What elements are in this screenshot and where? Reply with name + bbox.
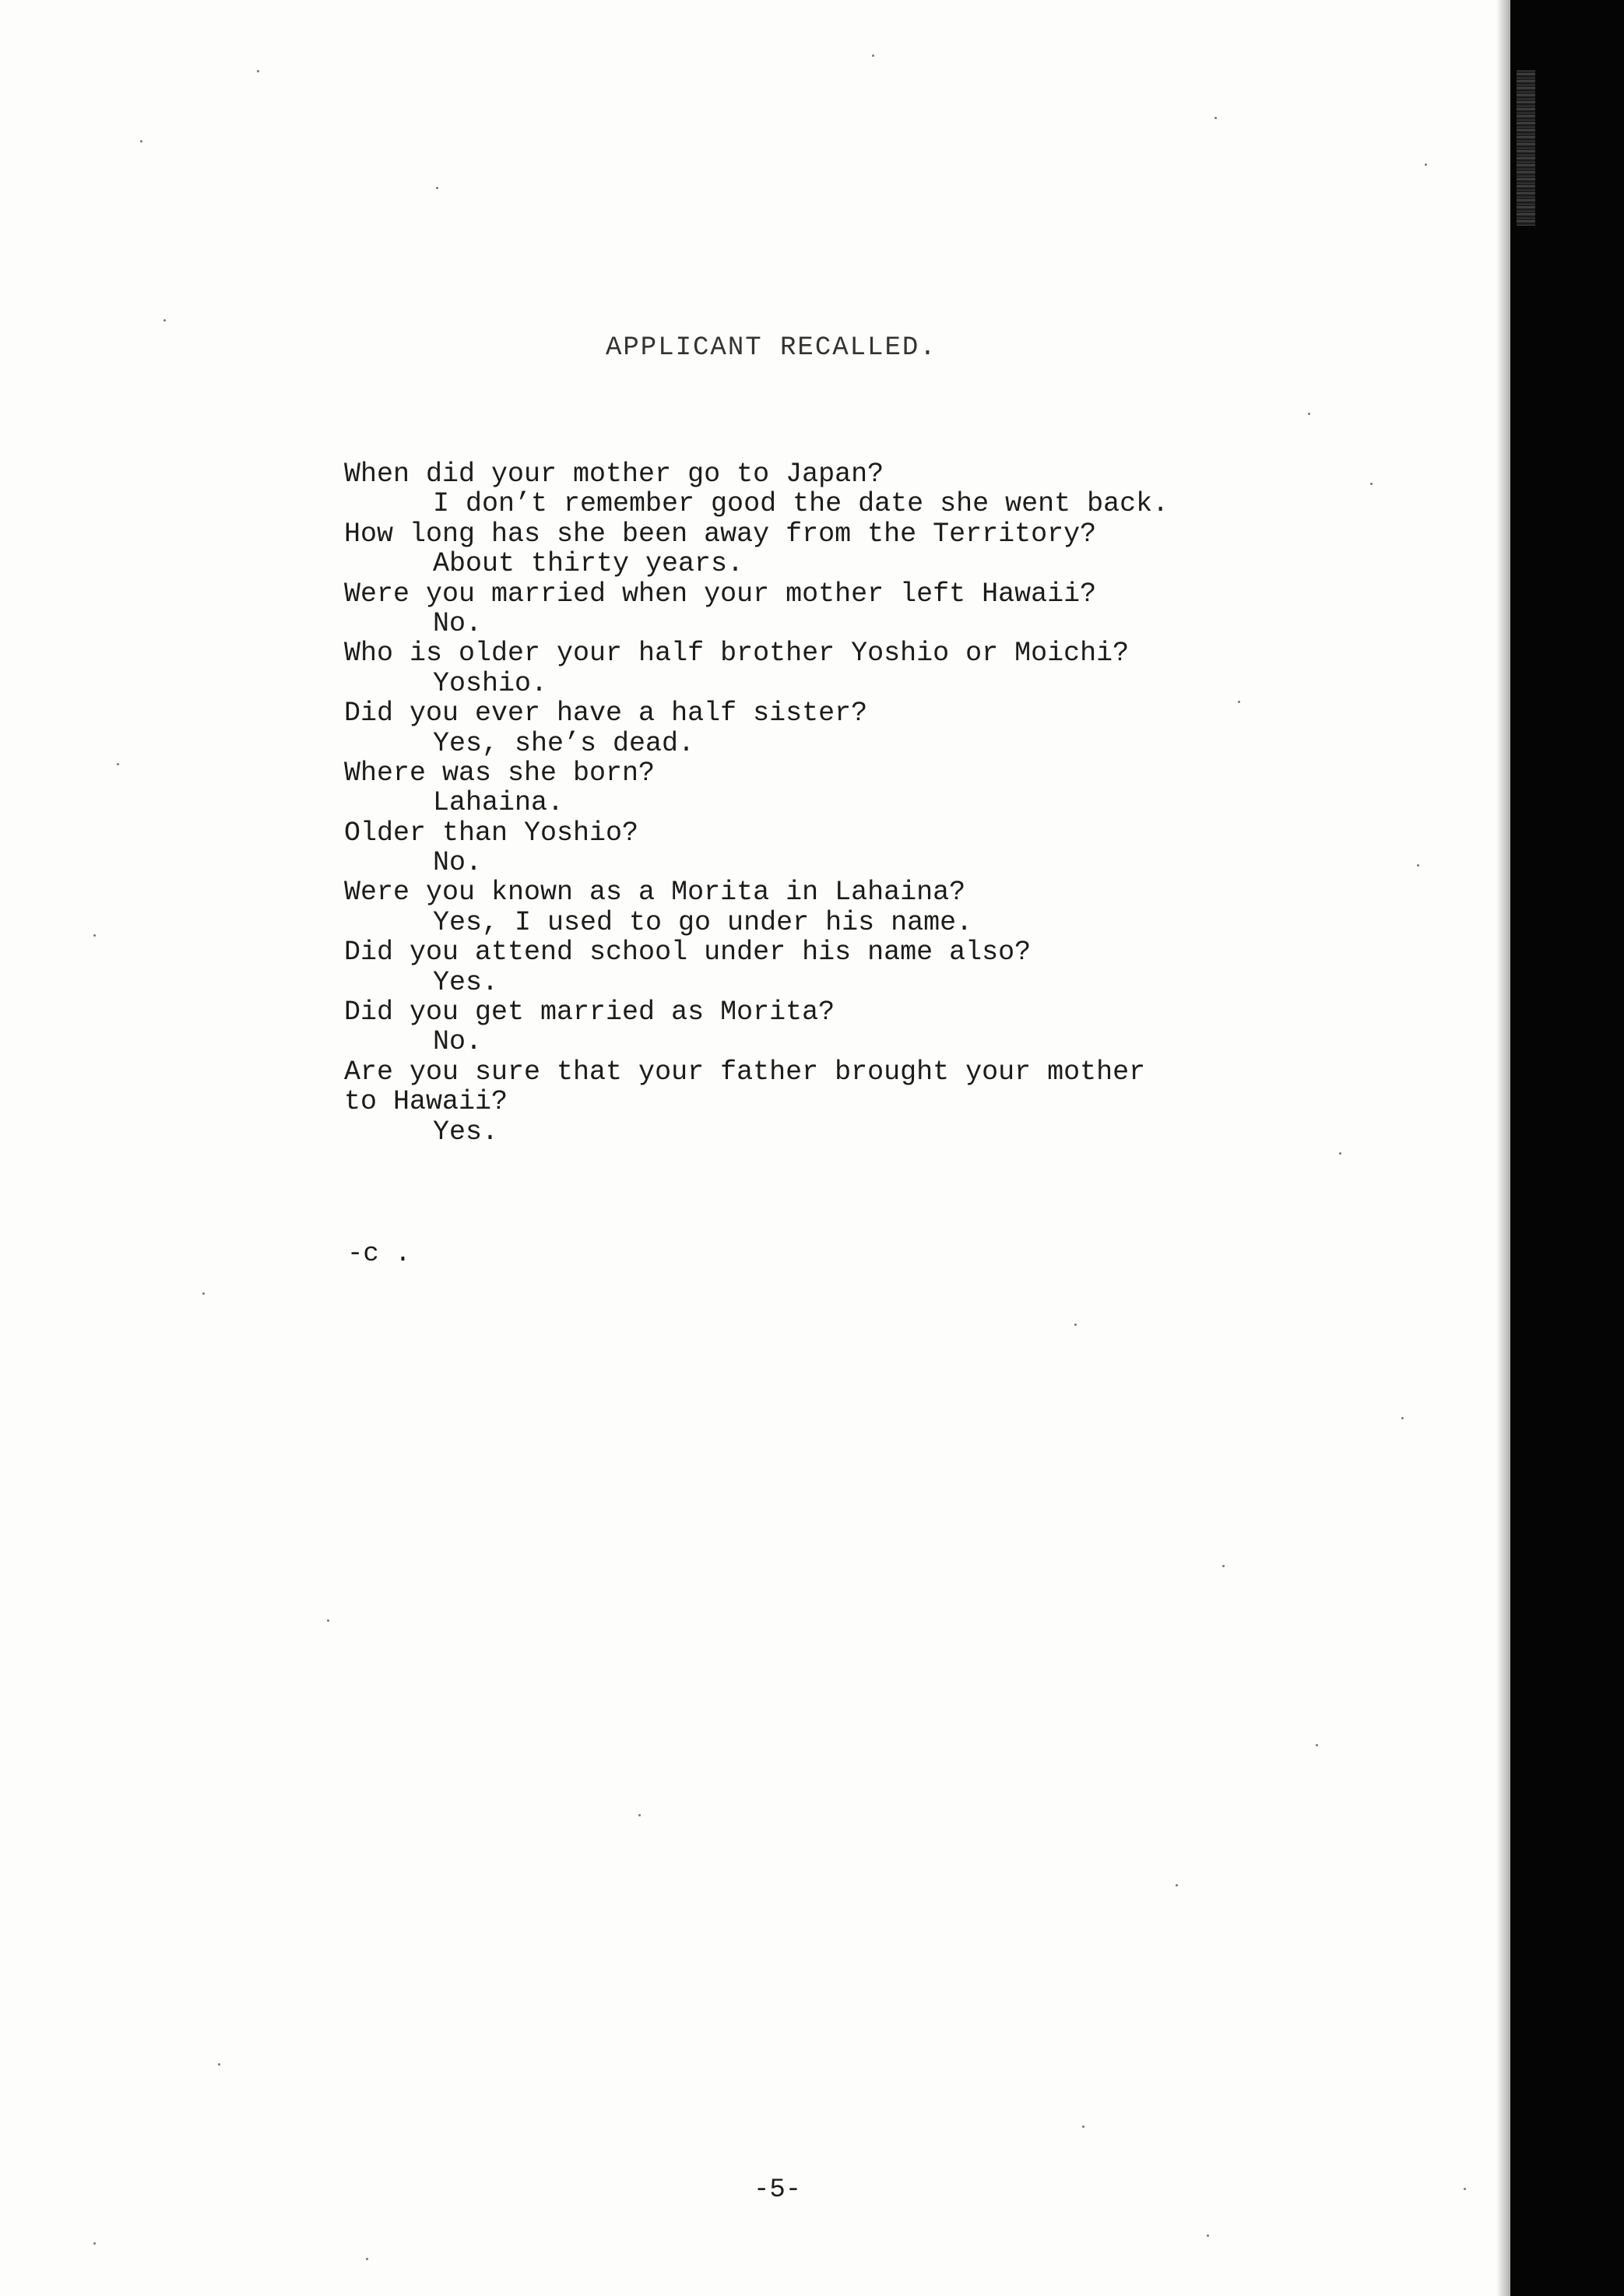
scan-speck xyxy=(1417,864,1419,867)
answer-line: No. xyxy=(433,847,483,879)
scan-speck xyxy=(436,187,438,189)
scan-speck xyxy=(366,2258,368,2260)
question-line: Are you sure that your father brought your mother xyxy=(344,1056,1146,1088)
transcript-body xyxy=(344,459,1481,1147)
question-line: Were you married when your mother left Hawaii? xyxy=(344,578,1097,610)
question-line: Did you ever have a half sister? xyxy=(344,698,868,730)
answer-line: No. xyxy=(433,1026,483,1058)
question-line: Were you known as a Morita in Lahaina? xyxy=(344,877,966,909)
answer-line: Yes. xyxy=(433,1116,499,1148)
scan-speck xyxy=(1464,2188,1466,2190)
scan-speck xyxy=(1214,117,1217,119)
scan-speck xyxy=(1316,1744,1318,1746)
scan-speck xyxy=(1222,1565,1225,1567)
answer-line: About thirty years. xyxy=(433,548,744,580)
scan-speck xyxy=(1425,163,1427,166)
typist-initials: -c . xyxy=(347,1239,411,1269)
scan-speck xyxy=(257,70,259,72)
scan-speck xyxy=(1207,2234,1209,2237)
answer-line: I don’t remember good the date she went back. xyxy=(433,488,1169,520)
question-line: Where was she born? xyxy=(344,757,656,789)
scan-speck xyxy=(1074,1324,1077,1326)
question-line: When did your mother go to Japan? xyxy=(344,459,884,490)
scan-speck xyxy=(872,54,874,57)
question-line: to Hawaii? xyxy=(344,1086,508,1118)
question-line: Who is older your half brother Yoshio or Moichi? xyxy=(344,638,1130,670)
scan-speck xyxy=(1339,1152,1341,1155)
scan-speck xyxy=(638,1814,641,1816)
scan-speck xyxy=(1176,1884,1178,1886)
question-line: How long has she been away from the Territory? xyxy=(344,518,1097,550)
scan-speck xyxy=(93,2242,96,2245)
question-line: Did you attend school under his name also? xyxy=(344,937,1032,969)
question-line: Older than Yoshio? xyxy=(344,817,639,849)
scan-speck xyxy=(140,140,142,142)
scan-speck xyxy=(327,1619,329,1622)
scan-speck xyxy=(117,763,119,765)
scan-speck xyxy=(1401,1417,1404,1419)
answer-line: Yes. xyxy=(433,966,499,998)
page-number: -5- xyxy=(754,2175,802,2205)
scan-speck xyxy=(93,934,96,937)
question-line: Did you get married as Morita? xyxy=(344,997,835,1028)
scan-speck xyxy=(202,1292,205,1295)
answer-line: Lahaina. xyxy=(433,787,564,819)
scan-speck xyxy=(218,2063,220,2066)
answer-line: Yes, she’s dead. xyxy=(433,727,695,759)
answer-line: Yes, I used to go under his name. xyxy=(433,906,973,938)
scan-speck xyxy=(1370,483,1373,485)
scan-edge-noise xyxy=(1517,70,1535,226)
scan-speck xyxy=(1308,413,1310,415)
answer-line: No. xyxy=(433,607,483,639)
scan-speck xyxy=(163,319,166,322)
scan-edge-shadow xyxy=(1496,0,1512,2296)
answer-line: Yoshio. xyxy=(433,667,548,699)
scan-speck xyxy=(1082,2125,1084,2128)
page-heading: APPLICANT RECALLED. xyxy=(606,333,937,363)
scan-black-margin xyxy=(1510,0,1624,2296)
scan-speck xyxy=(1238,701,1240,703)
